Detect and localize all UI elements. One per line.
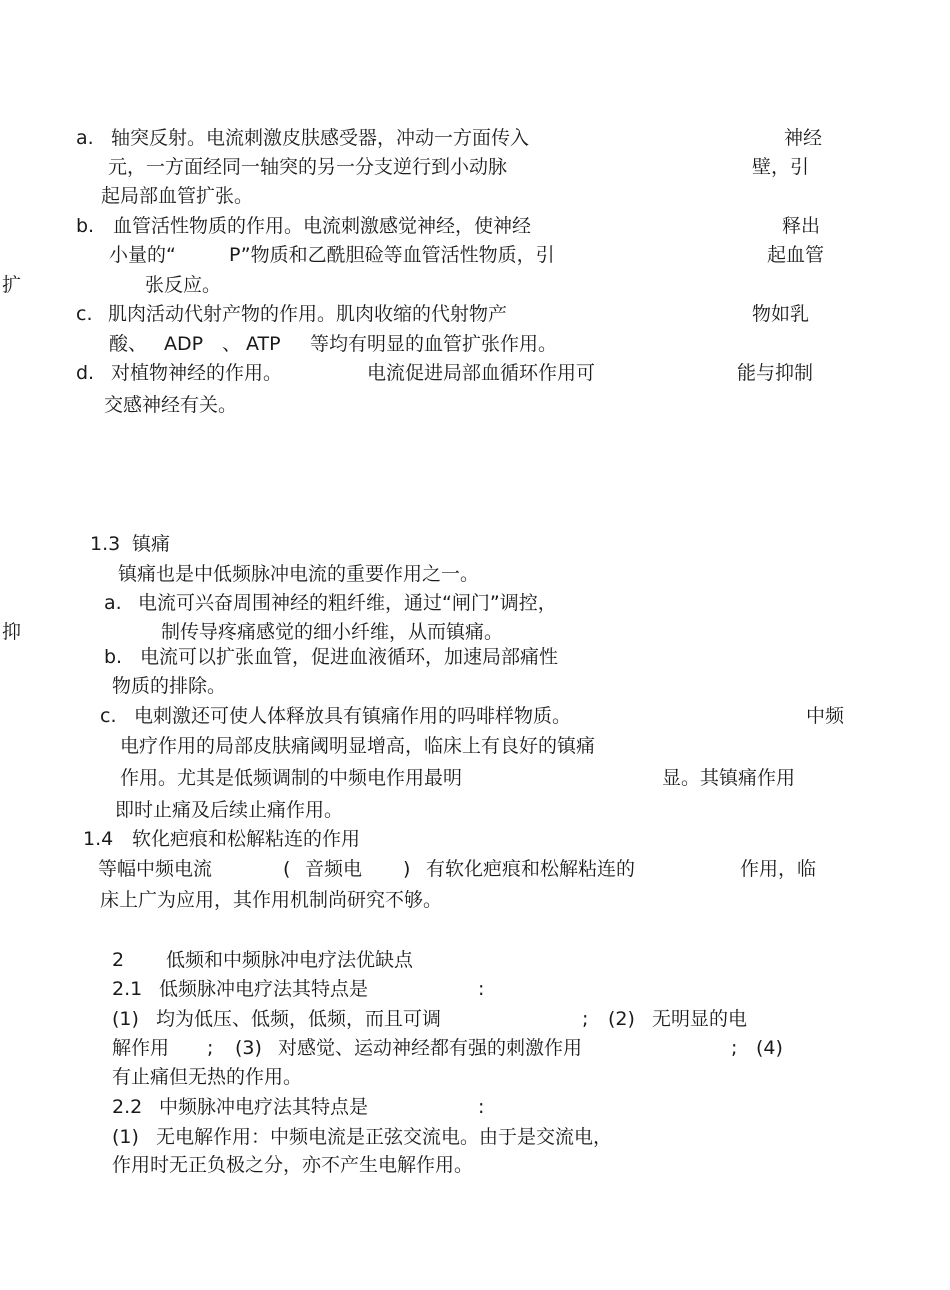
paragraph-text: ; (207, 1037, 214, 1059)
paragraph-text: 神经 (784, 127, 823, 149)
paragraph-text: 抑 (2, 621, 22, 643)
paragraph-text: 中频 (806, 705, 845, 727)
item-marker: a. (104, 592, 122, 614)
paragraph-text: 镇痛也是中低频脉冲电流的重要作用之一。 (118, 563, 480, 585)
paragraph-text: 有软化疤痕和松解粘连的 (426, 858, 636, 880)
section-heading: 低频和中频脉冲电疗法优缺点 (166, 949, 414, 971)
section-number: 2 (112, 949, 125, 971)
paragraph-text: (2) (608, 1008, 635, 1030)
paragraph-text: 电流促进局部血循环作用可 (367, 362, 596, 384)
item-marker: a. (76, 127, 94, 149)
item-marker: b. (76, 215, 95, 237)
item-marker: c. (76, 303, 93, 325)
paragraph-text: 肌肉活动代射产物的作用。肌肉收缩的代射物产 (108, 303, 508, 325)
paragraph-text: 作用，临 (740, 858, 817, 880)
section-heading: 软化疤痕和松解粘连的作用 (132, 828, 361, 850)
item-marker: d. (76, 362, 95, 384)
item-marker: c. (100, 705, 117, 727)
paragraph-text: 有止痛但无热的作用。 (112, 1066, 303, 1088)
subsection-heading: 低频脉冲电疗法其特点是 (159, 978, 369, 1000)
paragraph-text: 无电解作用：中频电流是正弦交流电。由于是交流电， (156, 1126, 613, 1148)
paragraph-text: 电疗作用的局部皮肤痛阈明显增高，临床上有良好的镇痛 (120, 735, 596, 757)
paragraph-text: 对感觉、运动神经都有强的刺激作用 (278, 1037, 583, 1059)
paragraph-text: 交感神经有关。 (104, 394, 238, 416)
paragraph-text: (3) (235, 1037, 262, 1059)
paragraph-text: (1) (112, 1008, 139, 1030)
paragraph-text: 电流可兴奋周围神经的粗纤维，通过“闸门”调控， (138, 592, 557, 614)
paragraph-text: ; (582, 1008, 589, 1030)
paragraph-text: 电刺激还可使人体释放具有镇痛作用的吗啡样物质。 (134, 705, 572, 727)
subsection-number: 2.2 (112, 1096, 143, 1118)
paragraph-text: 作用。尤其是低频调制的中频电作用最明 (120, 767, 463, 789)
paragraph-text: 起血管 (767, 244, 825, 266)
paragraph-text: 对植物神经的作用。 (111, 362, 283, 384)
item-marker: b. (104, 646, 123, 668)
paragraph-text: 小量的“ (109, 244, 176, 266)
paragraph-text: 音频电 (305, 858, 363, 880)
paragraph-text: 即时止痛及后续止痛作用。 (115, 799, 344, 821)
paragraph-text: 显。其镇痛作用 (662, 767, 796, 789)
paragraph-text: 物如乳 (752, 303, 810, 325)
paragraph-text: ( (283, 858, 291, 880)
paragraph-text: ; (731, 1037, 738, 1059)
paragraph-text: ATP (246, 333, 281, 355)
paragraph-text: P”物质和乙酰胆硷等血管活性物质，引 (229, 244, 555, 266)
section-heading: 镇痛 (132, 533, 171, 555)
paragraph-text: 轴突反射。电流刺激皮肤感受器，冲动一方面传入 (111, 127, 530, 149)
paragraph-text: 元，一方面经同一轴突的另一分支逆行到小动脉 (108, 156, 508, 178)
paragraph-text: (4) (756, 1037, 783, 1059)
paragraph-text: 等幅中频电流 (98, 858, 213, 880)
section-number: 1.3 (90, 533, 121, 555)
paragraph-text: ADP (164, 333, 204, 355)
paragraph-text: 壁，引 (752, 156, 810, 178)
paragraph-text: (1) (112, 1126, 139, 1148)
paragraph-text: 释出 (782, 215, 821, 237)
subsection-number: 2.1 (112, 978, 143, 1000)
paragraph-text: 、 (222, 333, 242, 355)
paragraph-text: 物质的排除。 (112, 675, 227, 697)
paragraph-text: 能与抑制 (737, 362, 814, 384)
paragraph-text: 作用时无正负极之分，亦不产生电解作用。 (112, 1154, 474, 1176)
paragraph-text: 电流可以扩张血管，促进血液循环，加速局部痛性 (140, 646, 559, 668)
paragraph-text: 均为低压、低频，低频，而且可调 (156, 1008, 442, 1030)
paragraph-text: 制传导疼痛感觉的细小纤维，从而镇痛。 (161, 621, 504, 643)
paragraph-text: : (478, 1096, 485, 1118)
paragraph-text: 床上广为应用，其作用机制尚研究不够。 (100, 889, 443, 911)
paragraph-text: 血管活性物质的作用。电流刺激感觉神经，使神经 (113, 215, 532, 237)
paragraph-text: : (478, 978, 485, 1000)
paragraph-text: 无明显的电 (652, 1008, 748, 1030)
subsection-heading: 中频脉冲电疗法其特点是 (159, 1096, 369, 1118)
paragraph-text: 起局部血管扩张。 (101, 185, 254, 207)
paragraph-text: 解作用 (112, 1037, 170, 1059)
paragraph-text: 扩 (2, 274, 22, 296)
paragraph-text: ) (403, 858, 411, 880)
paragraph-text: 酸、 (109, 333, 148, 355)
paragraph-text: 等均有明显的血管扩张作用。 (310, 333, 558, 355)
section-number: 1.4 (83, 828, 114, 850)
paragraph-text: 张反应。 (145, 274, 222, 296)
